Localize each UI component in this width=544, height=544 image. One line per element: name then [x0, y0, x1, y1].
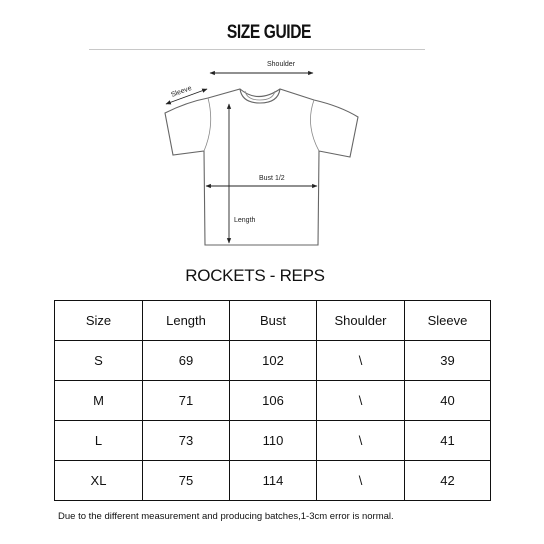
table-cell: 41: [405, 421, 491, 461]
footnote: Due to the different measurement and producing batches,1-3cm error is normal.: [58, 511, 394, 522]
page-title: SIZE GUIDE: [226, 22, 312, 43]
table-cell: 42: [405, 461, 491, 501]
table-cell: 110: [230, 421, 317, 461]
table-cell: 69: [143, 341, 230, 381]
table-cell: 73: [143, 421, 230, 461]
table-cell: 75: [143, 461, 230, 501]
shoulder-label: Shoulder: [267, 61, 296, 68]
armhole-seam-left: [204, 98, 211, 151]
table-header-row: [55, 301, 491, 341]
table-cell: 102: [230, 341, 317, 381]
table-cell: L: [55, 421, 143, 461]
table-cell: \: [317, 341, 405, 381]
table-cell: 71: [143, 381, 230, 421]
product-name: ROCKETS - REPS: [185, 266, 325, 285]
table-row: [55, 341, 491, 381]
tshirt-collar-inner: [245, 91, 275, 100]
column-header: Length: [143, 301, 230, 341]
table-cell: 40: [405, 381, 491, 421]
tshirt-measurement-diagram: [0, 0, 544, 260]
table-row: [55, 461, 491, 501]
tshirt-outline: [165, 89, 358, 245]
table-cell: \: [317, 381, 405, 421]
bust-label: Bust 1/2: [259, 175, 285, 182]
sleeve-label: Sleeve: [170, 84, 193, 99]
column-header: Size: [55, 301, 143, 341]
table-cell: XL: [55, 461, 143, 501]
column-header: Bust: [230, 301, 317, 341]
table-cell: 39: [405, 341, 491, 381]
size-table: [54, 300, 491, 501]
table-cell: S: [55, 341, 143, 381]
table-cell: \: [317, 421, 405, 461]
length-label: Length: [234, 217, 256, 224]
table-cell: 114: [230, 461, 317, 501]
armhole-seam-right: [310, 100, 319, 151]
table-cell: \: [317, 461, 405, 501]
table-row: [55, 421, 491, 461]
table-cell: M: [55, 381, 143, 421]
table-cell: 106: [230, 381, 317, 421]
column-header: Sleeve: [405, 301, 491, 341]
table-row: [55, 381, 491, 421]
column-header: Shoulder: [317, 301, 405, 341]
